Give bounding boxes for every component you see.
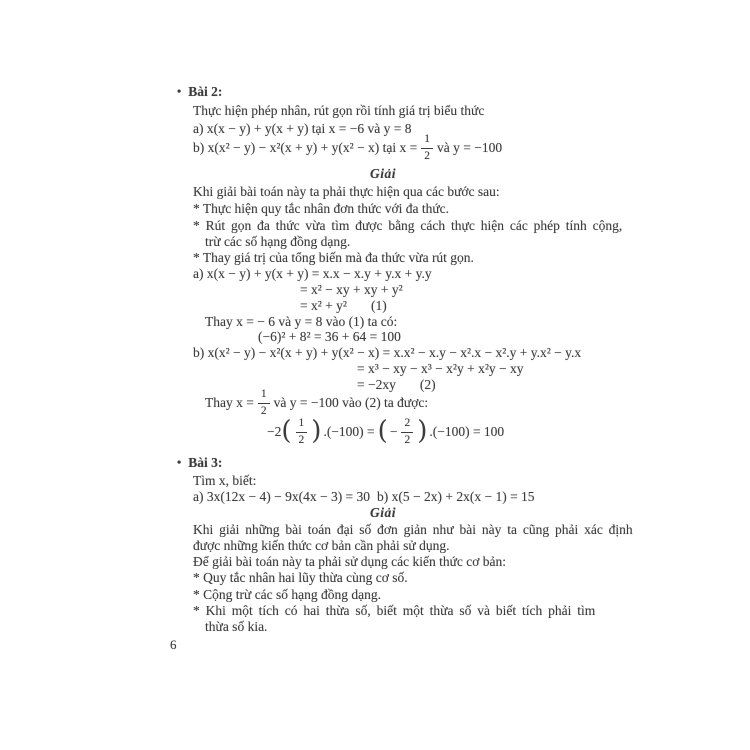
solution-b-substitution: Thay x = $\frac{1}{2}$ và y = −100 vào (2) ta được: — [205, 388, 429, 417]
solution-b-final-evaluation: −2 ( $\frac{1}{2}$ ) .(−100) = ( − $\frac{2}{2}$ ) .(−100) = 100 — [267, 416, 505, 446]
page-number: 6 — [170, 637, 177, 652]
big-paren-open: ( — [377, 416, 388, 446]
method-step-1: * Thực hiện quy tắc nhân đơn thức với đa thức. — [193, 201, 450, 216]
minus-sign: − — [389, 424, 398, 439]
solution-a-evaluation: (−6)² + 8² = 36 + 64 = 100 — [258, 329, 401, 344]
fraction-two-halves: $\frac{2}{2}$ — [401, 418, 413, 446]
knowledge-step-1: * Quy tắc nhân hai lũy thừa cùng cơ số. — [193, 570, 408, 585]
fraction-one-half: $\frac{1}{2}$ — [421, 134, 433, 162]
solution-a-line-2: = x² − xy + xy + y² — [300, 282, 403, 297]
bullet-icon: • — [177, 84, 182, 98]
knowledge-intro: Để giải bài toán này ta phải sử dụng các kiến thức cơ bản: — [193, 554, 507, 569]
solution-heading-2: Giải — [369, 505, 396, 520]
knowledge-step-2: * Cộng trừ các số hạng đồng dạng. — [193, 587, 382, 602]
solution-a-substitution: Thay x = − 6 và y = 8 vào (1) ta có: — [205, 314, 398, 329]
knowledge-step-3-line-2: thừa số kia. — [205, 619, 268, 634]
bullet-icon: • — [177, 455, 182, 469]
solution-a-line-3: = x² + y² (1) — [300, 298, 387, 313]
solution-a-line-1: a) x(x − y) + y(x + y) = x.x − x.y + y.x + y.y — [193, 266, 432, 281]
knowledge-step-3-line-1: * Khi một tích có hai thừa số, biết một thừa số và biết tích phải tìm — [193, 603, 596, 618]
part-b-expression: b) x(x² − y) − x²(x + y) + y(x² − x) tại x = — [193, 140, 418, 155]
exercise-2-title: Bài 2: — [188, 84, 223, 99]
equation-ref-1: (1) — [370, 298, 387, 313]
exercise-2-part-a: a) x(x − y) + y(x + y) tại x = −6 và y = 8 — [193, 121, 412, 136]
solution-heading-1: Giải — [369, 166, 396, 181]
exercise-3-intro: Tìm x, biết: — [193, 473, 257, 488]
big-paren-open: ( — [281, 416, 292, 446]
method-step-3: * Thay giá trị của tổng biến mà đa thức vừa rút gọn. — [193, 250, 474, 265]
fraction-one-half: $\frac{1}{2}$ — [258, 389, 270, 417]
big-paren-close: ) — [417, 416, 428, 446]
exercise-3-part-a: a) 3x(12x − 4) − 9x(4x − 3) = 30 — [193, 489, 371, 504]
exercise-3-title: Bài 3: — [188, 455, 223, 470]
fraction-one-half: $\frac{1}{2}$ — [296, 418, 308, 446]
method-step-2-line-2: trừ các số hạng đồng dạng. — [205, 234, 351, 249]
equation-ref-2: (2) — [419, 377, 436, 392]
exercise-3-part-b: b) x(5 − 2x) + 2x(x − 1) = 15 — [377, 489, 535, 504]
method-step-2-line-1: * Rút gọn đa thức vừa tìm được bằng cách thực hiện các phép tính cộng, — [193, 218, 623, 233]
exercise-2-intro: Thực hiện phép nhân, rút gọn rồi tính giá trị biểu thức — [193, 103, 485, 118]
exercise-2-heading — [177, 84, 222, 100]
part-b-condition: và y = −100 — [437, 140, 503, 155]
method-intro: Khi giải bài toán này ta phải thực hiện qua các bước sau: — [193, 184, 500, 199]
big-paren-close: ) — [311, 416, 322, 446]
discussion-line-2: được những kiến thức cơ bản cần phải sử dụng. — [193, 538, 450, 553]
solution-b-line-3: = −2xy (2) — [357, 377, 436, 392]
solution-b-line-1: b) x(x² − y) − x²(x + y) + y(x² − x) = x.x² − x.y − x².x − x².y + y.x² − y.x — [193, 345, 582, 360]
solution-b-line-2: = x³ − xy − x³ − x²y + x²y − xy — [357, 361, 524, 376]
exercise-3-heading — [177, 455, 222, 471]
discussion-line-1: Khi giải những bài toán đại số đơn giản như bài này ta cũng phải xác định — [193, 522, 633, 537]
exercise-2-part-b — [193, 134, 502, 162]
